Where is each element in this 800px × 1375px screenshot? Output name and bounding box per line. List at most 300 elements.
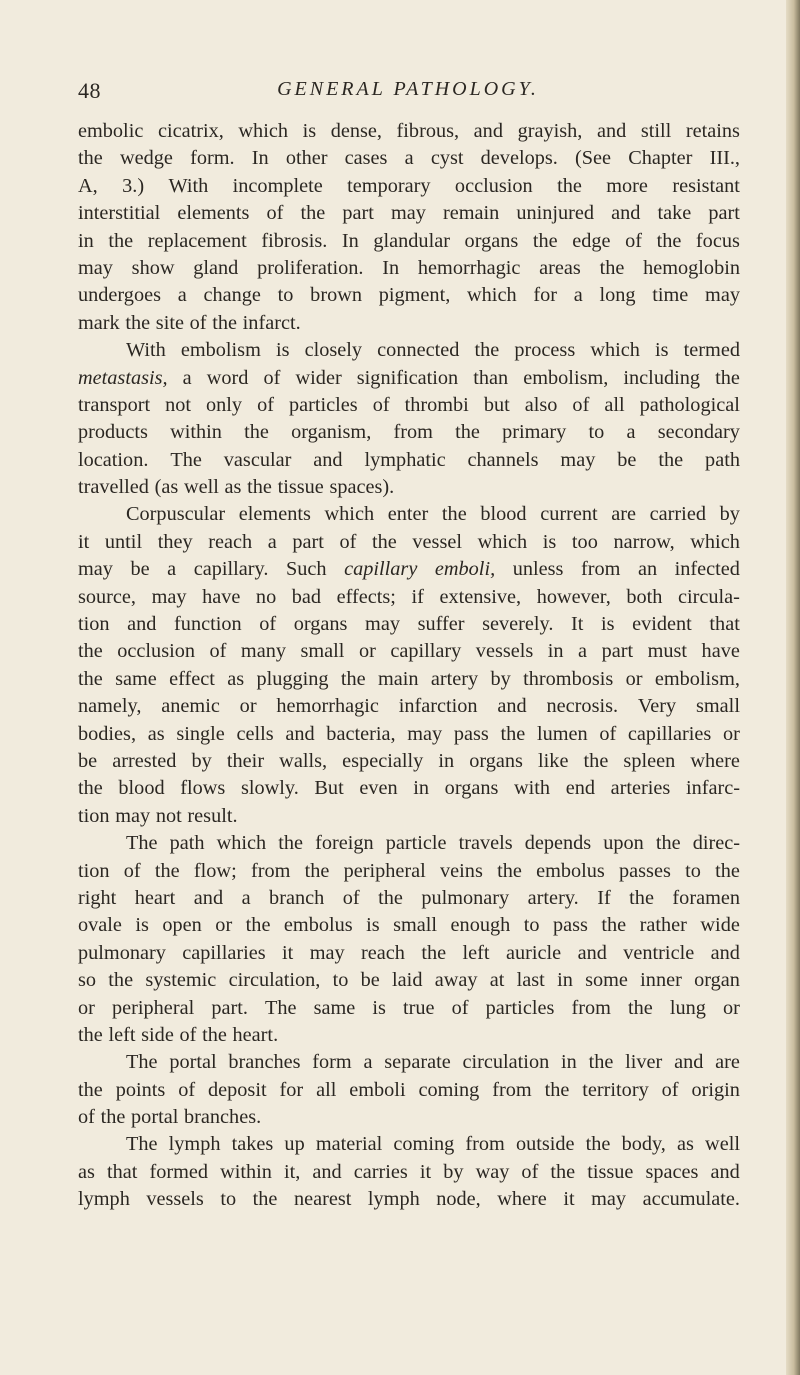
word: is <box>302 120 317 142</box>
text-line <box>78 1049 740 1076</box>
word: products <box>78 421 148 444</box>
word: by <box>443 1160 464 1183</box>
word: ventricle <box>623 941 695 964</box>
word: may <box>115 804 151 827</box>
word: circulation <box>462 1051 550 1074</box>
word: If <box>597 886 611 909</box>
word: the <box>532 229 558 252</box>
word: within <box>220 1160 272 1183</box>
word: small <box>300 640 345 663</box>
word: transport <box>78 393 151 416</box>
word: but <box>483 393 510 416</box>
word: so <box>78 969 97 992</box>
word: origin <box>691 1078 740 1101</box>
word: embolic <box>78 120 144 142</box>
word: right <box>78 886 117 909</box>
word: elements <box>177 202 250 225</box>
word: a <box>177 284 187 307</box>
word: which <box>590 339 640 362</box>
word: cyst <box>430 147 464 170</box>
word: Chapter <box>628 147 693 170</box>
word: from <box>250 859 291 882</box>
text-line <box>78 803 740 830</box>
page-edge-shadow <box>786 0 800 1375</box>
text-line <box>78 830 740 857</box>
word: direc- <box>692 832 740 855</box>
word: and <box>473 120 503 142</box>
word: also <box>524 393 558 416</box>
word: capillary <box>344 558 418 581</box>
word: the <box>557 174 582 197</box>
word: primary <box>502 421 567 444</box>
word: closely <box>304 339 363 362</box>
word: the <box>441 503 467 526</box>
word: part <box>342 202 374 225</box>
word: replacement <box>147 229 247 252</box>
word: the <box>247 476 272 499</box>
word: that <box>106 1160 138 1183</box>
word: the <box>715 859 740 882</box>
word: the <box>78 1078 103 1101</box>
word: especially <box>342 749 424 772</box>
word: change <box>203 284 261 307</box>
word: of <box>257 393 274 416</box>
word: in <box>557 969 573 992</box>
word: of <box>78 1106 95 1129</box>
word: bacteria, <box>326 722 396 745</box>
page-number: 48 <box>78 78 101 103</box>
word: of <box>266 202 284 225</box>
word: the <box>100 1106 126 1129</box>
word: emboli, <box>434 558 496 581</box>
word: be <box>360 969 380 992</box>
word: capillary <box>390 640 462 663</box>
word: a <box>573 284 583 307</box>
word: part <box>292 530 324 553</box>
word: from <box>492 1078 532 1101</box>
word: outside <box>515 1133 575 1156</box>
word: points <box>115 1078 166 1101</box>
word: (See <box>575 147 612 170</box>
word: all <box>604 393 625 416</box>
word: a <box>167 558 177 581</box>
word: is <box>135 914 149 937</box>
word: The <box>126 832 158 855</box>
word: or <box>215 914 233 937</box>
word: infarct. <box>242 311 301 334</box>
word: where <box>497 1188 547 1211</box>
word: particles <box>485 996 555 1019</box>
word: coming <box>393 1133 455 1156</box>
word: of <box>339 530 357 553</box>
word: word <box>206 366 249 389</box>
word: to <box>332 969 349 992</box>
word: by <box>490 667 511 690</box>
word: namely, <box>78 695 142 718</box>
word: long <box>599 284 636 307</box>
word: until <box>104 530 143 553</box>
word: liver <box>625 1051 663 1074</box>
text-line <box>78 145 740 172</box>
word: uninjured <box>516 202 595 225</box>
word: organs <box>293 613 348 636</box>
word: from <box>465 1133 505 1156</box>
word: that <box>709 613 740 636</box>
word: the <box>154 859 180 882</box>
word: as <box>78 1160 95 1183</box>
word: for <box>533 284 557 307</box>
text-line <box>78 228 740 255</box>
word: node, <box>436 1188 481 1211</box>
word: open <box>162 914 202 937</box>
word: main <box>378 667 419 690</box>
word: arteries <box>610 777 671 800</box>
word: tissue <box>587 1160 634 1183</box>
text-line <box>78 118 740 145</box>
word: or <box>239 695 257 718</box>
word: in <box>438 749 455 772</box>
word: lymph <box>367 1188 420 1211</box>
word: focus <box>695 229 740 252</box>
word: wedge <box>119 147 173 170</box>
word: last <box>516 969 545 992</box>
word: branches. <box>184 1106 262 1129</box>
word: material <box>315 1133 383 1156</box>
word: particle <box>385 832 447 855</box>
word: their <box>226 749 265 772</box>
word: wide <box>700 914 740 937</box>
word: severely. <box>482 613 554 636</box>
word: of <box>572 393 590 416</box>
text-line <box>78 1131 740 1158</box>
word: not <box>165 393 192 416</box>
word: away <box>434 969 478 992</box>
word: nearest <box>293 1188 352 1211</box>
word: vessels <box>146 1188 204 1211</box>
word: show <box>131 256 175 279</box>
word: slowly. <box>240 777 299 800</box>
word: are <box>715 1051 740 1074</box>
word: and <box>577 941 607 964</box>
text-line <box>78 1159 740 1186</box>
word: glandular <box>373 229 450 252</box>
word: elements <box>238 503 311 526</box>
word: the <box>252 1188 278 1211</box>
word: be <box>617 448 637 471</box>
word: dense, <box>330 120 382 142</box>
word: process <box>514 339 576 362</box>
word: pass <box>552 914 588 937</box>
word: effect <box>169 667 215 690</box>
word: upon <box>603 832 644 855</box>
word: With <box>168 174 209 197</box>
word: some <box>585 969 628 992</box>
word: evident <box>632 613 692 636</box>
word: must <box>647 640 688 663</box>
word: site <box>155 311 184 334</box>
text-line <box>78 995 740 1022</box>
word: is <box>275 339 290 362</box>
text-line <box>78 200 740 227</box>
word: channels <box>467 448 539 471</box>
word: the <box>474 339 500 362</box>
word: deposit <box>208 1078 267 1101</box>
word: cases <box>344 147 388 170</box>
word: foramen <box>672 886 740 909</box>
word: or <box>722 722 740 745</box>
word: In <box>251 147 269 170</box>
word: and <box>127 613 157 636</box>
word: location. <box>78 448 149 471</box>
word: It <box>571 613 584 636</box>
word: the <box>78 667 103 690</box>
word: which <box>238 120 288 142</box>
word: carried <box>649 503 706 526</box>
word: fibrous, <box>396 120 460 142</box>
word: of <box>179 1023 197 1046</box>
word: not <box>155 804 182 827</box>
word: the <box>304 859 330 882</box>
word: side <box>141 1023 174 1046</box>
word: anemic <box>161 695 220 718</box>
word: enter <box>387 503 429 526</box>
word: same <box>115 667 157 690</box>
word: or <box>625 667 643 690</box>
word: thrombosis <box>523 667 614 690</box>
word: from <box>393 421 433 444</box>
word: of <box>263 366 281 389</box>
word: blood <box>480 503 527 526</box>
word: pigment, <box>378 284 451 307</box>
word: is <box>366 914 380 937</box>
word: function <box>174 613 242 636</box>
word: bad <box>291 585 322 608</box>
word: travels <box>458 832 513 855</box>
word: of <box>342 886 360 909</box>
word: the <box>372 530 397 553</box>
word: The <box>265 996 297 1019</box>
text-line <box>78 611 740 638</box>
word: the <box>125 311 151 334</box>
word: wider <box>295 366 342 389</box>
word: of <box>178 1078 196 1101</box>
word: a <box>404 147 414 170</box>
word: organ <box>694 969 740 992</box>
word: edge <box>572 229 611 252</box>
word: and <box>611 202 641 225</box>
word: necrosis. <box>546 695 619 718</box>
word: a <box>626 421 636 444</box>
word: heart. <box>232 1023 279 1046</box>
word: may <box>78 558 113 581</box>
word: they <box>157 530 193 553</box>
word: foreign <box>315 832 374 855</box>
word: may <box>407 722 443 745</box>
word: circula- <box>677 585 740 608</box>
text-line <box>78 1186 740 1213</box>
word: result. <box>187 804 238 827</box>
word: embolism, <box>523 366 609 389</box>
word: a <box>267 530 277 553</box>
word: of <box>189 311 207 334</box>
word: hemorrhagic <box>417 256 521 279</box>
word: lung <box>669 996 706 1019</box>
word: brown <box>310 284 362 307</box>
word: vessels <box>475 640 534 663</box>
word: organs <box>444 777 499 800</box>
word: take <box>657 202 692 225</box>
word: narrow, <box>613 530 675 553</box>
word: hemorrhagic <box>276 695 379 718</box>
word: well <box>183 476 219 499</box>
word: no <box>255 585 277 608</box>
word: metastasis, <box>78 366 168 389</box>
text-line <box>78 419 740 446</box>
text-line <box>78 584 740 611</box>
text-line <box>78 721 740 748</box>
word: reach <box>361 941 405 964</box>
word: veins <box>440 859 483 882</box>
text-line <box>78 392 740 419</box>
word: peripheral <box>112 996 195 1019</box>
word: of <box>259 613 277 636</box>
word: the <box>455 421 480 444</box>
word: particles <box>288 393 358 416</box>
word: well <box>705 1133 740 1156</box>
word: In <box>341 229 359 252</box>
text-line <box>78 885 740 912</box>
word: the <box>544 1078 570 1101</box>
word: with <box>514 777 551 800</box>
word: in <box>78 229 94 252</box>
word: pulmonary <box>421 886 510 909</box>
word: arrested <box>112 749 177 772</box>
word: the <box>421 941 447 964</box>
word: lumen <box>536 722 588 745</box>
body-text <box>78 118 740 1214</box>
text-line <box>78 940 740 967</box>
word: in <box>561 1051 577 1074</box>
word: may <box>705 284 740 307</box>
word: organs <box>469 749 523 772</box>
word: connected <box>377 339 460 362</box>
word: lymph <box>168 1133 221 1156</box>
word: rather <box>639 914 687 937</box>
word: capillaries <box>182 941 266 964</box>
word: an <box>637 558 658 581</box>
word: may <box>591 1188 627 1211</box>
word: circulation, <box>228 969 321 992</box>
word: way <box>475 1160 510 1183</box>
word: in <box>547 640 564 663</box>
word: may <box>78 256 113 279</box>
word: of <box>209 640 227 663</box>
word: which <box>467 284 517 307</box>
word: the <box>585 1133 611 1156</box>
text-line <box>78 1077 740 1104</box>
word: the <box>108 229 134 252</box>
word: by <box>191 749 212 772</box>
word: the <box>78 777 103 800</box>
word: time <box>652 284 689 307</box>
word: branch <box>269 886 325 909</box>
word: artery. <box>527 886 579 909</box>
word: of <box>372 393 390 416</box>
word: plugging <box>256 667 329 690</box>
word: may <box>151 585 187 608</box>
word: left <box>108 1023 136 1046</box>
word: resistant <box>672 174 740 197</box>
text-line <box>78 1104 740 1131</box>
word: where <box>690 749 740 772</box>
word: the <box>244 421 269 444</box>
word: it, <box>284 1160 301 1183</box>
word: lymphatic <box>364 448 446 471</box>
word: as <box>224 476 242 499</box>
text-line <box>78 693 740 720</box>
word: the <box>212 311 237 334</box>
word: incomplete <box>232 174 323 197</box>
word: extensive, <box>439 585 522 608</box>
word: grayish, <box>517 120 583 142</box>
word: tion <box>78 804 110 827</box>
word: the <box>627 996 653 1019</box>
word: Such <box>285 558 327 581</box>
word: undergoes <box>78 284 161 307</box>
word: and <box>596 120 627 142</box>
word: gland <box>193 256 239 279</box>
word: the <box>500 722 526 745</box>
word: the <box>655 832 681 855</box>
word: retains <box>685 120 740 142</box>
word: organism, <box>291 421 372 444</box>
word: form <box>312 1051 352 1074</box>
word: to <box>220 1188 237 1211</box>
text-line <box>78 748 740 775</box>
text-line <box>78 255 740 282</box>
word: reach <box>208 530 253 553</box>
text-line <box>78 556 740 583</box>
word: signification <box>356 366 459 389</box>
word: remain <box>442 202 500 225</box>
word: is <box>601 613 615 636</box>
text-line <box>78 365 740 392</box>
word: capillary. <box>193 558 269 581</box>
text-line <box>78 173 740 200</box>
word: infarction <box>398 695 478 718</box>
running-head: GENERAL PATHOLOGY. <box>277 78 539 100</box>
word: of <box>123 859 141 882</box>
word: of <box>599 722 617 745</box>
word: laid <box>392 969 423 992</box>
word: part <box>708 202 740 225</box>
word: like <box>538 749 569 772</box>
text-line <box>78 775 740 802</box>
word: end <box>565 777 595 800</box>
word: of <box>661 1078 679 1101</box>
text-line <box>78 638 740 665</box>
word: the <box>588 1051 614 1074</box>
word: proliferation. <box>257 256 364 279</box>
word: the <box>78 147 103 170</box>
word: hemoglobin <box>643 256 740 279</box>
word: and <box>313 448 343 471</box>
word: it <box>282 941 294 964</box>
word: source, <box>78 585 137 608</box>
word: however, <box>536 585 611 608</box>
word: coming <box>418 1078 480 1101</box>
word: in <box>413 777 430 800</box>
